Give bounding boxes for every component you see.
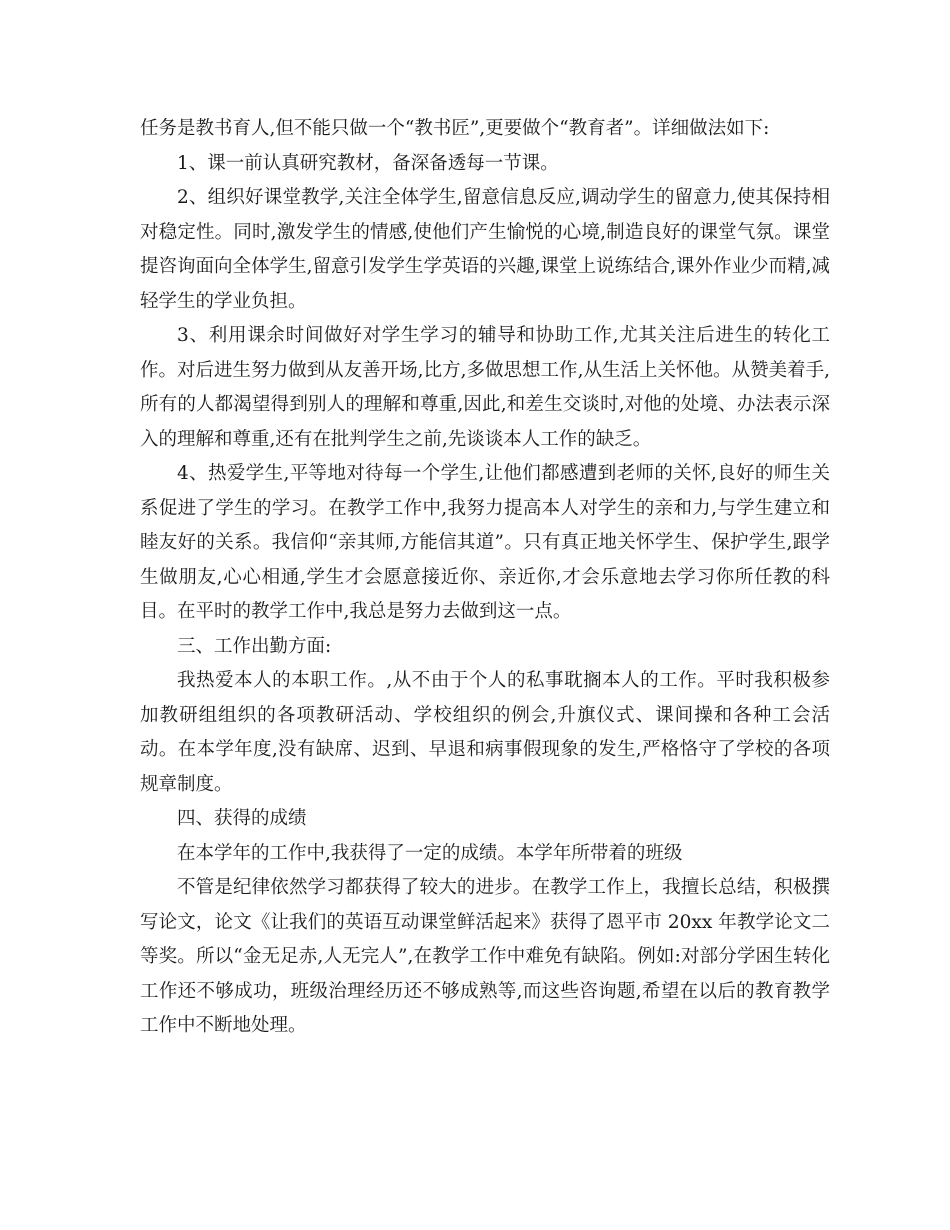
document-body bbox=[140, 112, 830, 1044]
paragraph-item-4: 4、热爱学生,平等地对待每一个学生,让他们都感遭到老师的关怀,良好的师生关系促进了学生的学习。在教学工作中,我努力提高本人对学生的亲和力,与学生建立和睦友好的关系。我信仰“亲其师,方能信其道”。只有真正地关怀学生、保护学生,跟学生做朋友,心心相通,学生才会愿意接近你、亲近你,才会乐意地去学习你所任教的科目。在平时的教学工作中,我总是努力去做到这一点。 bbox=[140, 463, 830, 622]
paragraph-achievements-intro: 在本学年的工作中,我获得了一定的成绩。本学年所带着的班级 bbox=[177, 842, 683, 864]
paragraph-item-2: 2、组织好课堂教学,关注全体学生,留意信息反应,调动学生的留意力,使其保持相对稳定性。同时,激发学生的情感,使他们产生愉悦的心境,制造良好的课堂气氛。课堂提咨询面向全体学生,留意引发学生学英语的兴趣,课堂上说练结合,课外作业少而精,减轻学生的学业负担。 bbox=[140, 187, 830, 312]
paragraph-attendance: 我热爱本人的本职工作。,从不由于个人的私事耽搁本人的工作。平时我积极参加教研组组织的各项教研活动、学校组织的例会,升旗仪式、课间操和各种工会活动。在本学年度,没有缺席、迟到、早退和病事假现象的发生,严格恪守了学校的各项规章制度。 bbox=[140, 670, 830, 795]
section-heading-achievements: 四、获得的成绩 bbox=[177, 808, 307, 829]
paragraph-intro: 任务是教书育人,但不能只做一个“教书匠”,更要做个“教育者”。详细做法如下: bbox=[140, 118, 770, 139]
section-heading-attendance: 三、工作出勤方面: bbox=[177, 635, 332, 657]
paragraph-item-3: 3、利用课余时间做好对学生学习的辅导和协助工作,尤其关注后进生的转化工作。对后进生努力做到从友善开场,比方,多做思想工作,从生活上关怀他。从赞美着手,所有的人都渴望得到别人的理解和尊重,因此,和差生交谈时,对他的处境、办法表示深入的理解和尊重,还有在批判学生之前,先谈谈本人工作的缺乏。 bbox=[140, 325, 830, 450]
paragraph-achievements-detail: 不管是纪律依然学习都获得了较大的进步。在教学工作上，我擅长总结，积极撰写论文，论文《让我们的英语互动课堂鲜活起来》获得了恩平市 20xx 年教学论文二等奖。所以“金无足赤,人无完人”,在教学工作中难免有缺陷。例如:对部分学困生转化工作还不够成功，班级治理经历还不够成熟等,而这些咨询题,希望在以后的教育教学工作中不断地处理。 bbox=[140, 877, 830, 1036]
paragraph-item-1: 1、课一前认真研究教材，备深备透每一节课。 bbox=[177, 152, 559, 174]
